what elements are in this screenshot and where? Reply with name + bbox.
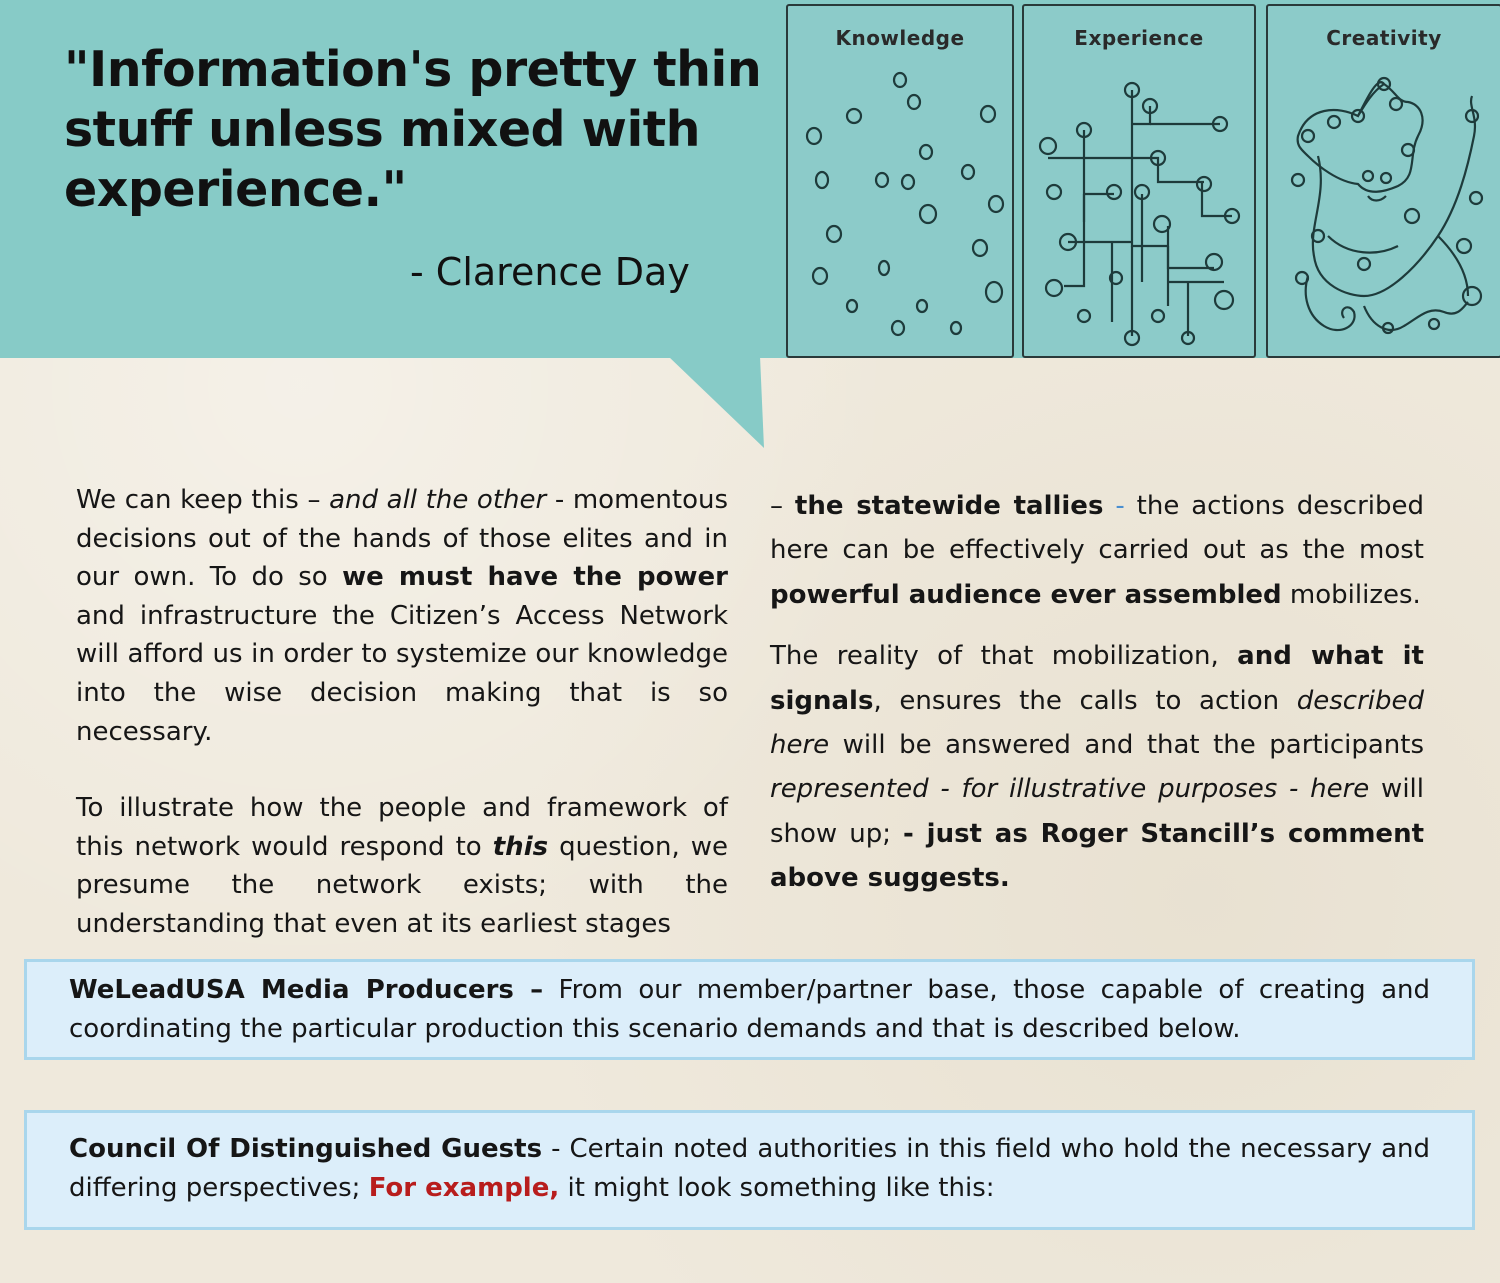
media-producers-box <box>24 959 1475 1060</box>
right-p1-a: – <box>770 491 795 521</box>
right-p2-e: will be answered and that the participants <box>829 730 1424 761</box>
experience-panel <box>1022 4 1256 358</box>
experience-title: Experience <box>1074 26 1204 50</box>
council-box <box>24 1110 1475 1230</box>
left-paragraph-2 <box>76 789 728 943</box>
left-p1-italic: and all the other <box>329 485 547 515</box>
council-heading: Council Of Distinguished Guests <box>69 1134 543 1164</box>
illustration-panels <box>778 0 1500 358</box>
media-producers-body: From our member/partner base, those capable of creating and coordinating the particular production this scenario demands and that is described below. <box>69 975 1430 1044</box>
media-producers-text <box>69 971 1430 1049</box>
knowledge-panel <box>786 4 1014 358</box>
quote-line-2: stuff unless mixed with <box>64 101 701 158</box>
media-producers-heading: WeLeadUSA Media Producers – <box>69 975 544 1005</box>
right-p1-dash: - <box>1103 491 1137 521</box>
quote-text <box>64 40 764 220</box>
left-p1-e: and infrastructure the Citizen’s Access Network will afford us in order to systemize our knowledge into the wise decision making that is so necessary. <box>76 600 728 747</box>
left-p1-a: We can keep this – <box>76 485 330 515</box>
creativity-title: Creativity <box>1326 26 1442 50</box>
right-p2-c: , ensures the calls to action <box>873 685 1297 716</box>
quote-line-3: experience." <box>64 161 407 218</box>
left-p2-c: question, we presume the network exists; with the understanding that even at its earliest stages <box>76 831 729 939</box>
left-p2-a: To illustrate how the people and framework of this network would respond to <box>76 793 728 862</box>
right-p2-a: The reality of that mobilization, <box>770 641 1238 672</box>
council-body: - Certain noted authorities in this field who hold the necessary and differing perspectives; <box>69 1134 1430 1203</box>
creativity-panel <box>1266 4 1500 358</box>
right-p2-bold-2: - just as Roger Stancill’s comment above suggests. <box>770 818 1425 894</box>
right-p1-bold-2: powerful audience ever assembled <box>770 579 1282 610</box>
knowledge-title: Knowledge <box>835 26 965 50</box>
right-p2-italic-2: represented - for illustrative purposes - here <box>770 774 1370 805</box>
quote-author: - Clarence Day <box>410 250 690 294</box>
quote-line-1: "Information's pretty thin <box>64 41 762 98</box>
right-p2-bold: and what it signals <box>770 641 1424 716</box>
left-text-column <box>76 481 728 944</box>
for-example-highlight: For example, <box>368 1173 560 1203</box>
left-paragraph-1 <box>76 481 728 751</box>
council-text <box>69 1130 1430 1208</box>
left-p2-bold-italic: this <box>492 831 549 862</box>
left-p1-c: - momentous decisions out of the hands of those elites and in our own. To do so <box>76 485 728 593</box>
creative-figure-illustration <box>1268 6 1500 356</box>
right-paragraph-2 <box>770 634 1424 900</box>
right-p1-bold: the statewide tallies <box>794 491 1104 521</box>
scattered-dots-illustration <box>788 6 1012 356</box>
right-text-column <box>770 484 1424 901</box>
right-p2-italic: described here <box>770 685 1424 761</box>
right-p1-d: the actions described here can be effectively carried out as the most <box>770 491 1424 566</box>
left-p1-bold: we must have the power <box>342 562 728 593</box>
right-p1-f: mobilizes. <box>1281 579 1421 610</box>
council-body-end: it might look something like this: <box>559 1173 995 1203</box>
right-paragraph-1 <box>770 484 1424 617</box>
right-p2-g: will show up; <box>770 774 1424 849</box>
connected-network-illustration <box>1024 6 1254 356</box>
